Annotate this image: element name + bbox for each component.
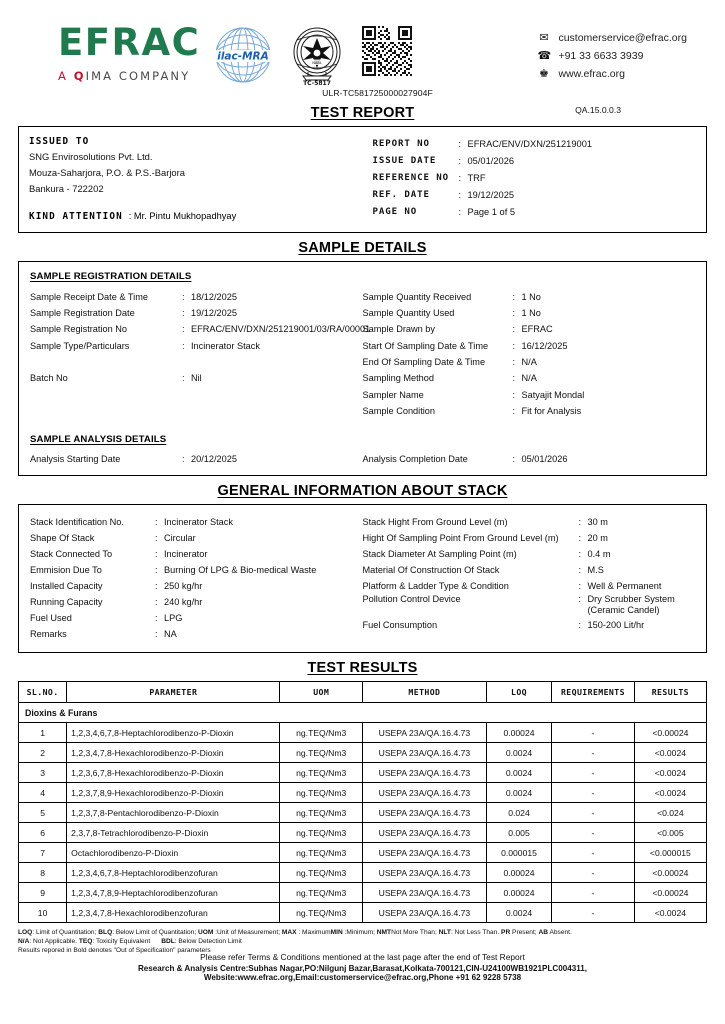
detail-row: Sample Quantity Used : 1 No (363, 305, 696, 321)
cell-method: USEPA 23A/QA.16.4.73 (362, 843, 486, 863)
cell-requirements: - (552, 743, 635, 763)
contact-phone-row (537, 48, 687, 66)
detail-row: Sample Condition : Fit for Analysis (363, 403, 696, 419)
detail-label: Shape Of Stack (30, 533, 95, 544)
stack-info-right (363, 514, 696, 642)
detail-value: Nil (191, 373, 202, 384)
col-header-uom: UOM (280, 682, 363, 703)
cell-requirements: - (552, 843, 635, 863)
detail-row: Stack Connected To : Incinerator (30, 546, 363, 562)
accreditation-logos (214, 24, 412, 88)
detail-label: Start Of Sampling Date & Time (362, 340, 489, 351)
detail-value: NA (164, 629, 177, 640)
detail-value: LPG (164, 613, 183, 624)
detail-label: Sample Registration No (30, 324, 128, 335)
detail-row: Analysis Completion Date : 05/01/2026 (363, 452, 696, 467)
table-row (19, 883, 707, 903)
svg-text:ilac-MRA: ilac-MRA (217, 50, 269, 63)
report-meta-label: ISSUE DATE (372, 155, 437, 166)
issued-to-line: Mouza-Saharjora, P.O. & P.S.-Barjora (29, 167, 185, 179)
group-label: Dioxins & Furans (19, 703, 707, 723)
detail-label: Installed Capacity (30, 581, 103, 592)
brand-tagline-q: Q (73, 69, 86, 83)
cell-slno: 1 (19, 723, 67, 743)
cell-uom: ng.TEQ/Nm3 (280, 723, 363, 743)
detail-label: Sample Receipt Date & Time (30, 291, 148, 302)
cell-uom: ng.TEQ/Nm3 (280, 803, 363, 823)
detail-label: Pollution Control Device (362, 594, 461, 605)
nabl-accreditation-icon (288, 26, 346, 88)
cell-parameter: 1,2,3,4,6,7,8-Heptachlorodibenzo-P-Dioxin (67, 723, 280, 743)
cell-slno: 2 (19, 743, 67, 763)
detail-label: Stack Identification No. (30, 517, 124, 528)
detail-row: Start Of Sampling Date & Time : 16/12/2025 (363, 338, 696, 354)
cell-parameter: 2,3,7,8-Tetrachlorodibenzo-P-Dioxin (67, 823, 280, 843)
cell-result: <0.0024 (634, 783, 706, 803)
cell-result: <0.0024 (634, 903, 706, 923)
col-header-method: METHOD (362, 682, 486, 703)
table-row (19, 763, 707, 783)
stack-info-box (18, 504, 707, 653)
cell-loq: 0.005 (486, 823, 551, 843)
detail-label: Sample Type/Particulars (30, 340, 130, 351)
detail-value: 05/01/2026 (521, 453, 568, 464)
detail-value: N/A (521, 373, 537, 384)
detail-value: Incinerator Stack (164, 517, 233, 528)
terms-note: Please refer Terms & Conditions mentioned at the last page after the end of Test Report (200, 951, 525, 962)
cell-slno: 5 (19, 803, 67, 823)
col-header-parameter: PARAMETER (67, 682, 280, 703)
detail-value: Incinerator Stack (191, 340, 260, 351)
cell-loq: 0.00024 (486, 883, 551, 903)
detail-label: Sampler Name (362, 389, 424, 400)
issued-to-title: ISSUED TO (29, 136, 90, 147)
detail-row: Analysis Starting Date : 20/12/2025 (30, 452, 363, 467)
cell-parameter: 1,2,3,4,7,8-Hexachlorodibenzofuran (67, 903, 280, 923)
detail-row: Sample Registration Date : 19/12/2025 (30, 305, 363, 321)
cell-requirements: - (552, 863, 635, 883)
detail-label: Stack Diameter At Sampling Point (m) (362, 549, 517, 560)
detail-value: 30 m (587, 517, 608, 528)
efrac-logo (18, 21, 214, 83)
cell-loq: 0.00024 (486, 723, 551, 743)
report-meta-row: REF. DATE : 19/12/2025 (373, 187, 697, 204)
detail-row: Shape Of Stack : Circular (30, 530, 363, 546)
col-header-loq: LOQ (486, 682, 551, 703)
page-title: TEST REPORT (310, 105, 415, 121)
report-meta-label: PAGE NO (372, 206, 418, 217)
cell-parameter: 1,2,3,4,7,8-Hexachlorodibenzo-P-Dioxin (67, 743, 280, 763)
issued-to-block (29, 136, 363, 222)
detail-row: End Of Sampling Date & Time : N/A (363, 354, 696, 370)
detail-label: Sample Registration Date (30, 307, 135, 318)
qr-code-icon (362, 26, 412, 76)
sample-registration-grid (30, 289, 695, 420)
cell-parameter: 1,2,3,6,7,8-Hexachlorodibenzo-P-Dioxin (67, 763, 280, 783)
report-meta-block (363, 136, 697, 222)
detail-row: Fuel Consumption : 150-200 Lit/hr (363, 617, 696, 633)
cell-loq: 0.000015 (486, 843, 551, 863)
detail-row: Material Of Construction Of Stack : M.S (363, 562, 696, 578)
detail-row: Installed Capacity : 250 kg/hr (30, 578, 363, 594)
table-row (19, 863, 707, 883)
detail-value: Burning Of LPG & Bio-medical Waste (164, 565, 317, 576)
detail-row: Stack Identification No. : Incinerator Stack (30, 514, 363, 530)
sample-analysis-grid (30, 452, 695, 467)
table-group-row (19, 703, 707, 723)
col-header-results: RESULTS (634, 682, 706, 703)
cell-method: USEPA 23A/QA.16.4.73 (362, 823, 486, 843)
kind-attention-row (29, 211, 363, 222)
report-meta-value: 19/12/2025 (467, 189, 515, 200)
detail-value: 1 No (521, 307, 541, 318)
detail-value: 20 m (587, 533, 608, 544)
test-results-title: TEST RESULTS (307, 660, 418, 677)
stack-info-title: GENERAL INFORMATION ABOUT STACK (217, 483, 508, 500)
contact-website-row (537, 66, 687, 84)
detail-row: Sample Receipt Date & Time : 18/12/2025 (30, 289, 363, 305)
detail-value: Satyajit Mondal (521, 389, 585, 400)
detail-label: Sample Quantity Used (362, 307, 455, 318)
detail-row: Hight Of Sampling Point From Ground Level (m) : 20 m (363, 530, 696, 546)
cell-loq: 0.0024 (486, 763, 551, 783)
report-meta-label: REFERENCE NO (372, 172, 449, 183)
detail-label: Stack Hight From Ground Level (m) (362, 517, 508, 528)
footer-address-line-2: Website:www.efrac.org,Email:customerservice@efrac.org,Phone +91 62 9228 5738 (203, 973, 522, 983)
cell-uom: ng.TEQ/Nm3 (280, 743, 363, 763)
sample-analysis-title: SAMPLE ANALYSIS DETAILS (30, 433, 167, 445)
detail-label: Platform & Ladder Type & Condition (362, 581, 509, 592)
cell-slno: 8 (19, 863, 67, 883)
issued-to-line: SNG Envirosolutions Pvt. Ltd. (29, 151, 153, 162)
report-meta-row: PAGE NO : Page 1 of 5 (373, 204, 697, 221)
cell-method: USEPA 23A/QA.16.4.73 (362, 803, 486, 823)
kind-attention-value: : Mr. Pintu Mukhopadhyay (128, 210, 237, 221)
cell-method: USEPA 23A/QA.16.4.73 (362, 783, 486, 803)
detail-row-spacer (30, 354, 363, 370)
table-header-row (19, 682, 707, 703)
legend-line-3: Results repored in Bold denotes "Out of Specification" parameters (18, 946, 211, 954)
cell-loq: 0.0024 (486, 743, 551, 763)
contact-email[interactable]: customerservice@efrac.org (558, 32, 687, 45)
brand-tagline (58, 69, 214, 83)
nabl-code-label: TC-5817 (303, 80, 331, 87)
detail-row: Pollution Control Device : Dry Scrubber System (Ceramic Candel) (363, 594, 696, 614)
cell-uom: ng.TEQ/Nm3 (280, 823, 363, 843)
legend-line-1: LOQ: Limit of Quantitation; BLQ: Below Limit of Quantitation; UOM :Unit of Measurement; MAX : MaximumMIN :Minimum; NMTNot More Than; NLT: Not Less Than. PR Present; AB Absent. (18, 929, 572, 937)
cell-parameter: 1,2,3,4,7,8,9-Heptachlorodibenzofuran (67, 883, 280, 903)
cell-uom: ng.TEQ/Nm3 (280, 903, 363, 923)
cell-method: USEPA 23A/QA.16.4.73 (362, 743, 486, 763)
legend-line-2: N/A: Not Applicable. TEQ: Toxicity Equivalent BDL: Below Detection Limit (18, 938, 242, 946)
detail-value: Dry Scrubber System (Ceramic Candel) (587, 594, 675, 615)
report-meta-row: REPORT NO : EFRAC/ENV/DXN/251219001 (373, 136, 697, 153)
ulr-number: ULR-TC581725000027904F (322, 88, 433, 98)
detail-label: Fuel Consumption (362, 619, 438, 630)
detail-label: Fuel Used (30, 613, 72, 624)
detail-label: Analysis Starting Date (30, 453, 121, 464)
detail-value: 19/12/2025 (191, 307, 237, 318)
qa-code: QA.15.0.0.3 (575, 105, 621, 115)
detail-row: Stack Diameter At Sampling Point (m) : 0.4 m (363, 546, 696, 562)
cell-requirements: - (552, 763, 635, 783)
detail-row: Stack Hight From Ground Level (m) : 30 m (363, 514, 696, 530)
contact-website[interactable]: www.efrac.org (558, 68, 625, 81)
cell-result: <0.00024 (634, 883, 706, 903)
detail-label: Emmision Due To (30, 565, 102, 576)
table-row (19, 903, 707, 923)
cell-slno: 4 (19, 783, 67, 803)
report-meta-label: REF. DATE (372, 189, 430, 200)
report-meta-value: EFRAC/ENV/DXN/251219001 (467, 139, 593, 149)
stack-info-left (30, 514, 363, 642)
detail-value: 20/12/2025 (191, 453, 237, 464)
detail-value: 18/12/2025 (191, 291, 237, 302)
brand-tagline-a: A (58, 69, 68, 83)
detail-value: EFRAC/ENV/DXN/251219001/03/RA/00001 (191, 324, 371, 335)
cell-uom: ng.TEQ/Nm3 (280, 783, 363, 803)
cell-slno: 10 (19, 903, 67, 923)
table-row (19, 723, 707, 743)
cell-loq: 0.0024 (486, 903, 551, 923)
brand-tagline-rest: IMA COMPANY (85, 69, 191, 83)
detail-label: Sampling Method (362, 373, 434, 384)
envelope-icon: ✉ (539, 32, 549, 44)
detail-value: Circular (164, 533, 196, 544)
detail-label: Material Of Construction Of Stack (362, 565, 500, 576)
cell-uom: ng.TEQ/Nm3 (280, 863, 363, 883)
detail-value: Fit for Analysis (521, 406, 582, 417)
cell-parameter: 1,2,3,7,8,9-Hexachlorodibenzo-P-Dioxin (67, 783, 280, 803)
detail-row: Sampler Name : Satyajit Mondal (363, 387, 696, 403)
detail-label: Analysis Completion Date (362, 453, 468, 464)
footer-address (18, 964, 707, 984)
globe-icon: ♚ (539, 67, 549, 80)
report-meta-label: REPORT NO (372, 139, 430, 149)
footer-address-line-1: Research & Analysis Centre:Subhas Nagar,PO:Nilgunj Bazar,Barasat,Kolkata-700121,CIN-U24100WB1921PLC004311, (137, 963, 588, 973)
cell-loq: 0.0024 (486, 783, 551, 803)
detail-value: Incinerator (164, 549, 208, 560)
cell-loq: 0.00024 (486, 863, 551, 883)
detail-value: 150-200 Lit/hr (587, 619, 645, 630)
cell-result: <0.000015 (634, 843, 706, 863)
table-row (19, 823, 707, 843)
cell-requirements: - (552, 883, 635, 903)
table-row (19, 803, 707, 823)
cell-result: <0.005 (634, 823, 706, 843)
cell-result: <0.0024 (634, 763, 706, 783)
cell-uom: ng.TEQ/Nm3 (280, 763, 363, 783)
sample-registration-title: SAMPLE REGISTRATION DETAILS (30, 270, 192, 282)
page-header (18, 0, 707, 86)
cell-parameter: 1,2,3,7,8-Pentachlorodibenzo-P-Dioxin (67, 803, 280, 823)
detail-row: Sampling Method : N/A (363, 370, 696, 386)
detail-row: Sample Drawn by : EFRAC (363, 321, 696, 337)
detail-label: Remarks (30, 629, 67, 640)
contact-email-row (537, 30, 687, 48)
col-header-requirements: REQUIREMENTS (552, 682, 635, 703)
cell-method: USEPA 23A/QA.16.4.73 (362, 903, 486, 923)
detail-row: Platform & Ladder Type & Condition : Well & Permanent (363, 578, 696, 594)
detail-value: EFRAC (521, 324, 553, 335)
detail-value: 1 No (521, 291, 541, 302)
detail-value: N/A (521, 357, 537, 368)
telephone-icon: ☎ (537, 49, 552, 62)
issued-to-line: Bankura - 722202 (29, 183, 104, 195)
report-meta-value: 05/01/2026 (467, 155, 515, 166)
cell-requirements: - (552, 823, 635, 843)
detail-value: M.S (587, 565, 604, 576)
detail-row: Fuel Used : LPG (30, 610, 363, 626)
detail-value: 0.4 m (587, 549, 611, 560)
report-meta-row: ISSUE DATE : 05/01/2026 (373, 153, 697, 170)
cell-slno: 6 (19, 823, 67, 843)
report-meta-value: TRF (467, 172, 486, 183)
detail-row: Batch No : Nil (30, 370, 363, 386)
detail-row: Sample Registration No : EFRAC/ENV/DXN/251219001/03/RA/00001 (30, 321, 363, 337)
sample-details-box (18, 261, 707, 477)
report-meta-row: REFERENCE NO : TRF (373, 170, 697, 187)
cell-loq: 0.024 (486, 803, 551, 823)
cell-result: <0.00024 (634, 723, 706, 743)
cell-uom: ng.TEQ/Nm3 (280, 883, 363, 903)
detail-label: Stack Connected To (30, 549, 113, 560)
svg-text:NABL: NABL (312, 61, 322, 65)
cell-result: <0.0024 (634, 743, 706, 763)
sample-analysis-right (363, 452, 696, 467)
cell-slno: 3 (19, 763, 67, 783)
detail-row: Emmision Due To : Burning Of LPG & Bio-medical Waste (30, 562, 363, 578)
detail-label: Sample Drawn by (362, 324, 436, 335)
sample-analysis-left (30, 452, 363, 467)
sample-registration-right (363, 289, 696, 420)
cell-result: <0.024 (634, 803, 706, 823)
sample-registration-left (30, 289, 371, 420)
cell-method: USEPA 23A/QA.16.4.73 (362, 763, 486, 783)
detail-label: Running Capacity (30, 597, 103, 608)
contact-phone[interactable]: +91 33 6633 3939 (558, 50, 644, 63)
detail-row: Running Capacity : 240 kg/hr (30, 594, 363, 610)
sample-details-title: SAMPLE DETAILS (298, 239, 427, 256)
cell-parameter: 1,2,3,4,6,7,8-Heptachlorodibenzofuran (67, 863, 280, 883)
detail-row: Remarks : NA (30, 626, 363, 642)
detail-label: End Of Sampling Date & Time (362, 357, 486, 368)
detail-value: Well & Permanent (587, 581, 662, 592)
test-results-table (18, 681, 707, 923)
detail-label: Sample Quantity Received (362, 291, 472, 302)
cell-method: USEPA 23A/QA.16.4.73 (362, 863, 486, 883)
detail-label: Hight Of Sampling Point From Ground Level (m) (362, 533, 559, 544)
cell-method: USEPA 23A/QA.16.4.73 (362, 883, 486, 903)
contact-block (537, 24, 707, 83)
cell-requirements: - (552, 723, 635, 743)
report-meta-value: Page 1 of 5 (467, 206, 516, 217)
cell-requirements: - (552, 783, 635, 803)
cell-slno: 9 (19, 883, 67, 903)
detail-value: 250 kg/hr (164, 581, 203, 592)
cell-method: USEPA 23A/QA.16.4.73 (362, 723, 486, 743)
detail-value: 240 kg/hr (164, 597, 203, 608)
cell-uom: ng.TEQ/Nm3 (280, 843, 363, 863)
detail-row: Sample Type/Particulars : Incinerator Stack (30, 338, 363, 354)
brand-name: EFRAC (58, 21, 201, 64)
ilac-mra-icon (214, 26, 272, 84)
cell-slno: 7 (19, 843, 67, 863)
issued-to-box (18, 126, 707, 233)
detail-label: Batch No (30, 373, 68, 384)
cell-parameter: Octachlorodibenzo-P-Dioxin (67, 843, 280, 863)
detail-label: Sample Condition (362, 406, 436, 417)
table-row (19, 783, 707, 803)
col-header-slno: SL.NO. (19, 682, 67, 703)
detail-row: Sample Quantity Received : 1 No (363, 289, 696, 305)
detail-value: 16/12/2025 (521, 340, 568, 351)
cell-result: <0.00024 (634, 863, 706, 883)
kind-attention-label: KIND ATTENTION (29, 210, 123, 222)
cell-requirements: - (552, 903, 635, 923)
table-row (19, 743, 707, 763)
cell-requirements: - (552, 803, 635, 823)
table-row (19, 843, 707, 863)
